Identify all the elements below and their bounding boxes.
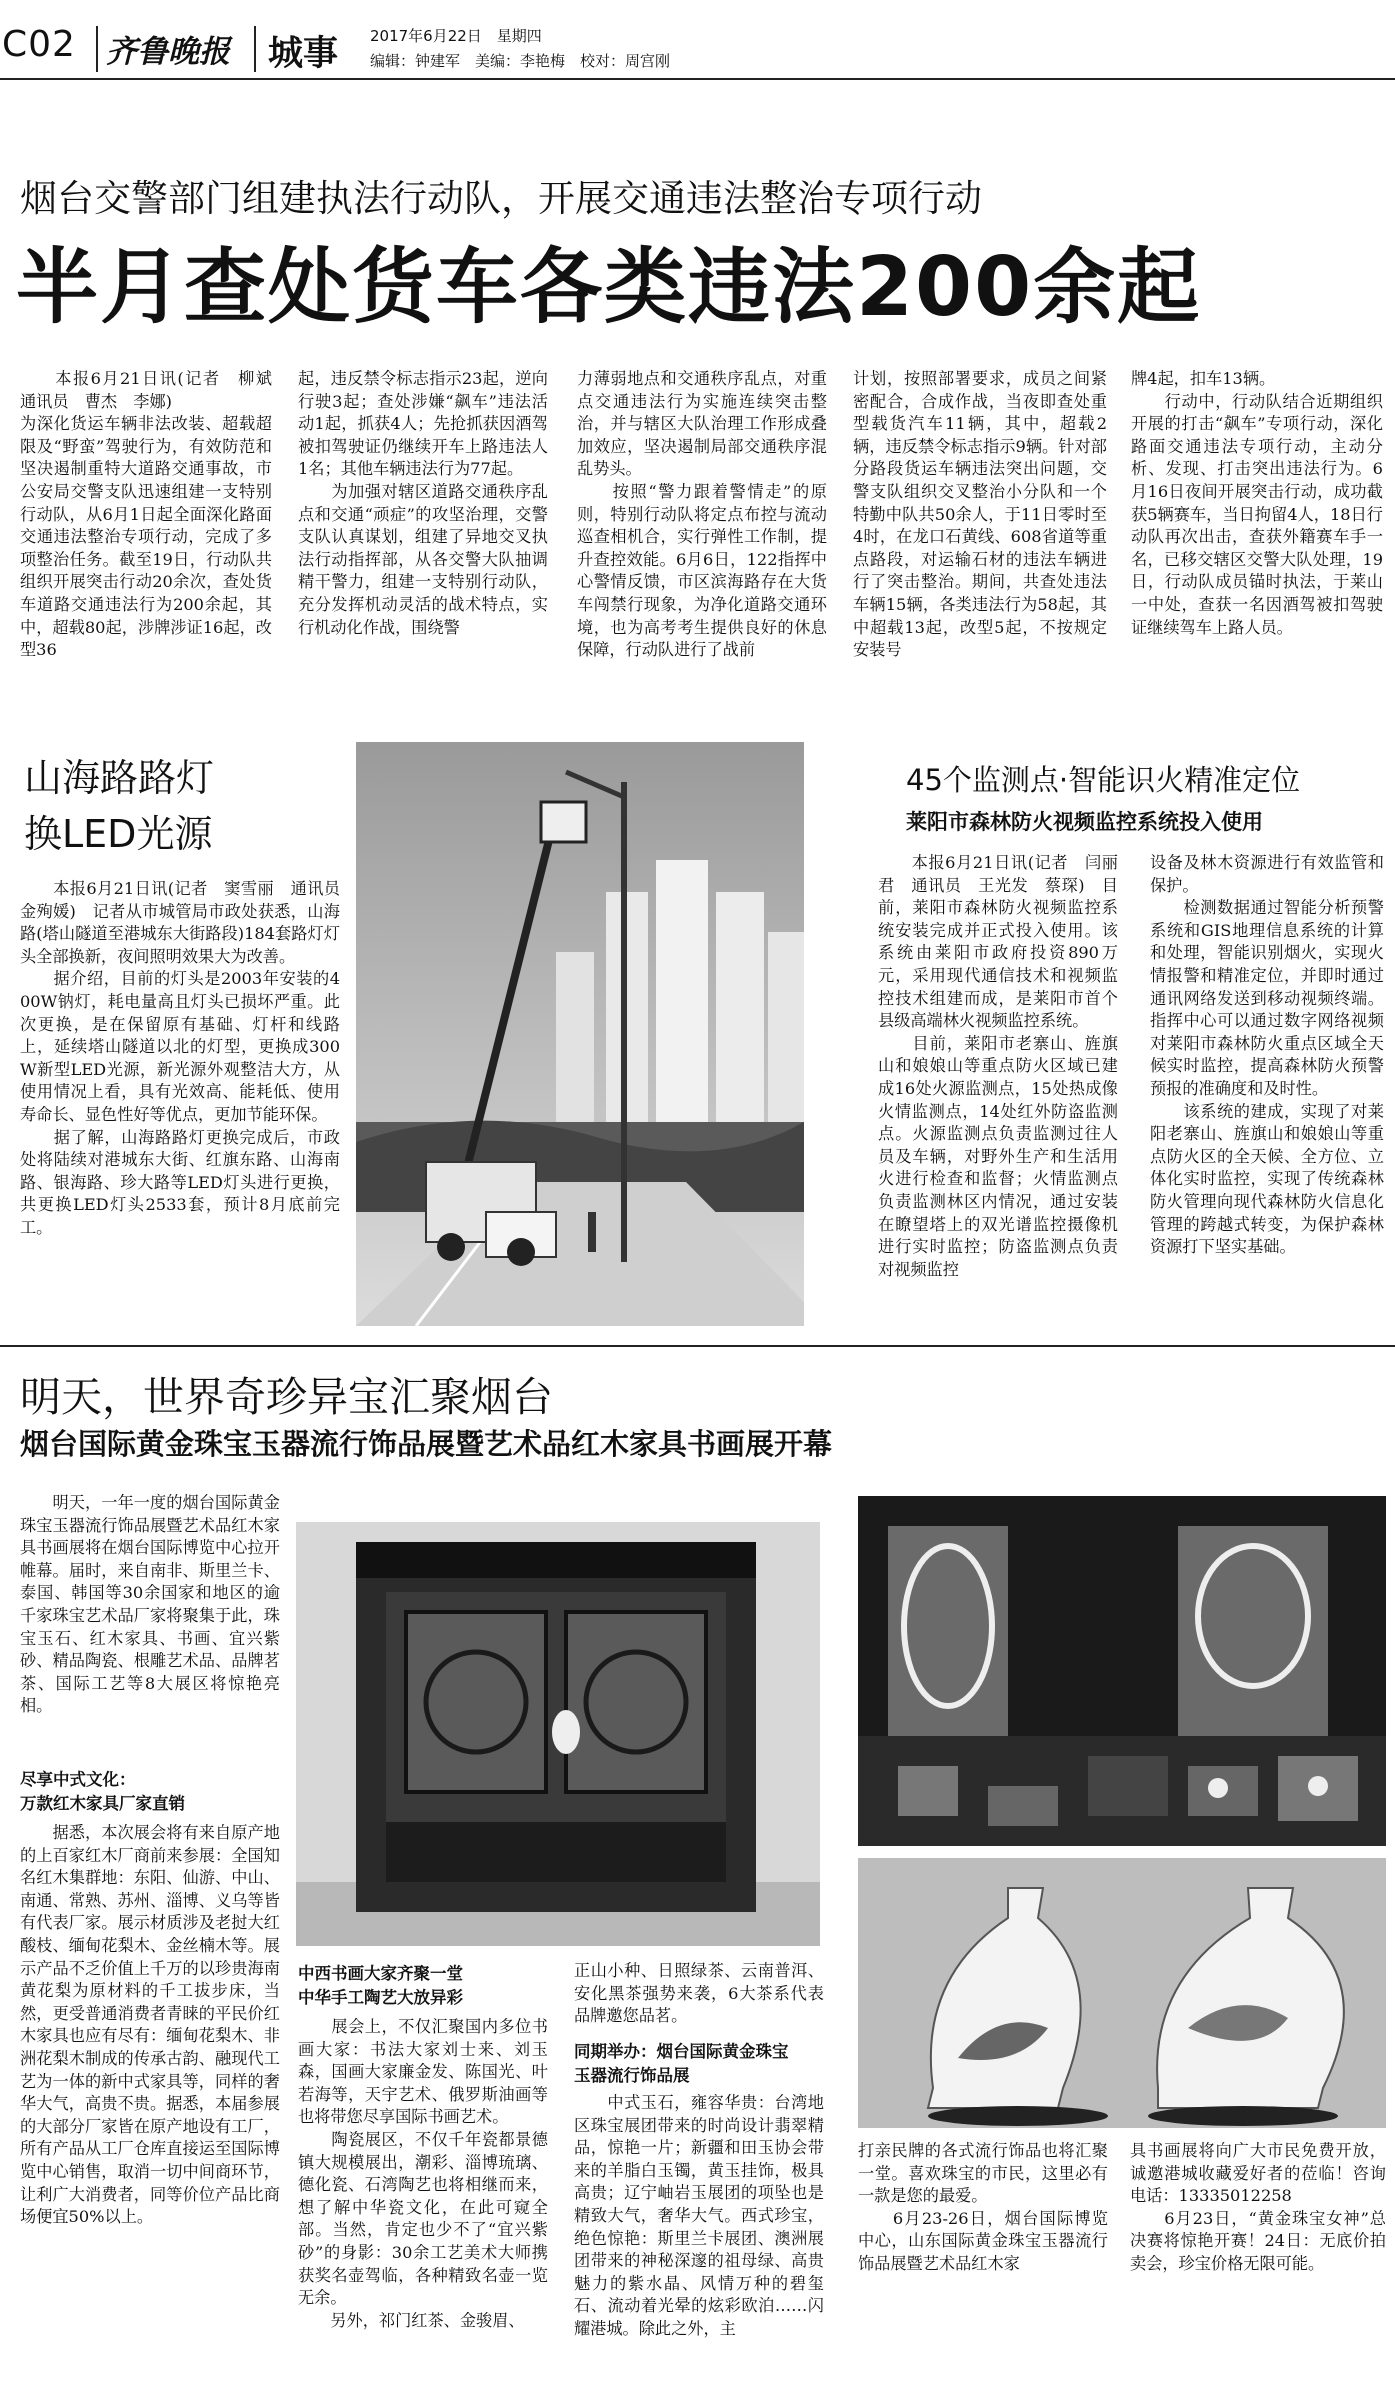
header-divider: [254, 26, 256, 72]
article4-title: 明天，世界奇珍异宝汇聚烟台: [20, 1373, 553, 1421]
mahogany-bed-photo: [296, 1522, 820, 1946]
article1-column: 本报6月21日讯(记者 柳斌 通讯员 曹杰 李娜) 为深化货运车辆非法改装、超载超限及“野蛮”驾驶行为，有效防范和坚决遏制重特大道路交通事故，市公安局交警支队迅速组建一支特别行动队，从6月1日起全面深化路面交通违法整治专项行动，完成了多项整治任务。截至19日，行动队共组织开展突击行动20余次，查处货车道路交通违法行为200余起，其中，超载80起，涉牌涉证16起，改型36: [20, 369, 272, 660]
article2-body: 本报6月21日讯(记者 窦雪丽 通讯员 金殉媛) 记者从市城管局市政处获悉，山海路(塔山隧道至港城东大街路段)184套路灯灯头全部换新，夜间照明效果大为改善。 据介绍，目前的灯头是2003年安装的400W钠灯，耗电量高且灯头已损坏严重。此次更换，是在保留原有基础、灯杆和线路上，延续塔山隧道以北的灯型，更换成300W新型LED光源，新光源外观整洁大方，从使用情况上看，具有光效高、能耗低、使用寿命长、显色性好等优点，更加节能环保。 据了解，山海路路灯更换完成后，市政处将陆续对港城东大街、红旗东路、山海南路、银海路、珍大路等LED灯头进行更换，共更换LED灯头2533套，预计8月底前完工。: [20, 879, 340, 1237]
article4-subhead: 玉器流行饰品展: [574, 2066, 690, 2085]
article4-subhead: 中华手工陶艺大放异彩: [298, 1988, 463, 2007]
article4-column: 展会上，不仅汇聚国内多位书画大家：书法大家刘士来、刘玉森，国画大家廉金发、陈国光、叶若海等，天宇艺术、俄罗斯油画等也将带您尽享国际书画艺术。 陶瓷展区，不仅千年瓷都景德镇大规模展出，潮彩、淄博琉璃、德化瓷、石湾陶艺也将相继而来，想了解中华瓷文化，在此可窥全部。当然，肯定也少不了“宜兴紫砂”的身影：30余工艺美术大师携获奖名壶驾临，各种精致名壶一览无余。 另外，祁门红茶、金骏眉、: [298, 2017, 548, 2330]
article3-column: 本报6月21日讯(记者 闫丽君 通讯员 王光发 蔡琛) 目前，莱阳市森林防火视频监控系统安装完成并正式投入使用。该系统由莱阳市政府投资890万元，采用现代通信技术和视频监控技术组建而成，是莱阳市首个县级高端林火视频监控系统。 目前，莱阳市老寨山、旌旗山和娘娘山等重点防火区域已建成16处火源监测点，15处热成像火情监测点，14处红外防盗监测点。火源监测点负责监测过往人员及车辆，对野外生产和生活用火进行检查和监督；火情监测点负责监测林区内情况，通过安装在瞭望塔上的双光谱监控摄像机进行实时监控；防盗监测点负责对视频监控: [878, 853, 1118, 1279]
porcelain-vase-photo: [858, 1858, 1386, 2128]
article3-title: 45个监测点·智能识火精准定位: [906, 763, 1301, 797]
article4-column: 据悉，本次展会将有来自原产地的上百家红木厂商前来参展：全国知名红木集群地：东阳、仙游、中山、南通、常熟、苏州、淄博、义乌等皆有代表厂家。展示材质涉及老挝大红酸枝、缅甸花梨木、金丝楠木等。展示产品不乏价值上千万的以珍贵海南黄花梨为原材料的千工拔步床，当然，更受普通消费者青睐的平民价红木家具也应有尽有：缅甸花梨木、非洲花梨木制成的传承古韵、融现代工艺为一体的新中式家具等，同样的奢华大气，高贵不贵。据悉，本届参展的大部分厂家皆在原产地设有工厂，所有产品从工厂仓库直接运至国际博览中心销售，取消一切中间商环节，让利广大消费者，同等价位产品比商场便宜50%以上。: [20, 1823, 280, 2227]
article3-column: 设备及林木资源进行有效监管和保护。 检测数据通过智能分析预警系统和GIS地理信息系统的计算和处理，智能识别烟火，实现火情报警和精准定位，并即时通过通讯网络发送到移动视频终端。指挥中心可以通过数字网络视频对莱阳市森林防火重点区域全天候实时监控，提高森林防火预警预报的准确度和及时性。 该系统的建成，实现了对莱阳老寨山、旌旗山和娘娘山等重点防火区的全天候、全方位、立体化实时监控，实现了传统森林防火管理向现代森林防火信息化管理的跨越式转变，为保护森林资源打下坚实基础。: [1150, 853, 1384, 1257]
issue-date: 2017年6月22日 星期四: [370, 27, 542, 45]
article1-subtitle: 烟台交警部门组建执法行动队，开展交通违法整治专项行动: [20, 177, 982, 220]
article4-column: 具书画展将向广大市民免费开放，诚邀港城收藏爱好者的莅临！咨询电话：13335012258 6月23日，“黄金珠宝女神”总决赛将惊艳开赛！24日：无底价拍卖会，珍宝价格无限可能。: [1130, 2141, 1386, 2273]
article4-column: 打亲民牌的各式流行饰品也将汇聚一堂。喜欢珠宝的市民，这里必有一款是您的最爱。 6月23-26日，烟台国际博览中心，山东国际黄金珠宝玉器流行饰品展暨艺术品红木家: [858, 2141, 1108, 2273]
newspaper-logo: 齐鲁晚报: [106, 34, 230, 70]
header-rule: [0, 78, 1395, 80]
page-code: C02: [2, 24, 76, 65]
article4-subhead: 万款红木家具厂家直销: [20, 1794, 185, 1813]
street-light-photo: [356, 742, 804, 1326]
article4-subhead: 中西书画大家齐聚一堂: [298, 1964, 463, 1983]
article1-column: 起，违反禁令标志指示23起，逆向行驶3起；查处涉嫌“飙车”违法活动1起，抓获4人；先抢抓获因酒驾被扣驾驶证仍继续开车上路违法人1名；其他车辆违法行为77起。 为加强对辖区道路交通秩序乱点和交通“顽症”的攻坚治理，交警支队认真谋划，组建了异地交叉执法行动指挥部，从各交警大队抽调精干警力，组建一支特别行动队，充分发挥机动灵活的战术特点，实行机动化作战，围绕警: [298, 369, 548, 637]
article1-column: 计划，按照部署要求，成员之间紧密配合，合成作战，当夜即查处重型载货汽车11辆，其中，超载2辆，违反禁令标志指示9辆。针对部分路段货运车辆违法突出问题，交警支队组织交叉整治小分队和一个特勤中队共50余人，于11日零时至4时，在龙口石黄线、608省道等重点路段，对运输石材的违法车辆进行了突击整治。期间，共查处违法车辆15辆，各类违法行为58起，其中超载13起，改型5起，不按规定安装号: [853, 369, 1107, 660]
article1-column: 力薄弱地点和交通秩序乱点，对重点交通违法行为实施连续突击整治，并与辖区大队治理工作形成叠加效应，坚决遏制局部交通秩序混乱势头。 按照“警力跟着警情走”的原则，特别行动队将定点布控与流动巡查相机合，实行弹性工作制，提升查控效能。6月6日，122指挥中心警情反馈，市区滨海路存在大货车闯禁行现象，为净化道路交通环境，也为高考考生提供良好的休息保障，行动队进行了战前: [577, 369, 827, 660]
section-title: 城事: [268, 34, 339, 74]
article4-subhead: 同期举办：烟台国际黄金珠宝: [574, 2042, 789, 2061]
section-divider: [0, 1345, 1395, 1347]
article1-title: 半月查处货车各类违法200余起: [16, 240, 1202, 335]
article4-intro: 明天，一年一度的烟台国际黄金珠宝玉器流行饰品展暨艺术品红木家具书画展将在烟台国际博览中心拉开帷幕。届时，来自南非、斯里兰卡、泰国、韩国等30余国家和地区的逾千家珠宝艺术品厂家将聚集于此，珠宝玉石、红木家具、书画、宜兴紫砂、精品陶瓷、根雕艺术品、品牌茗茶、国际工艺等8大展区将惊艳亮相。: [20, 1493, 280, 1716]
jewelry-display-photo: [858, 1496, 1386, 1846]
header-divider: [96, 26, 98, 72]
article2-title-line1: 山海路路灯: [24, 756, 215, 800]
article4-column: 中式玉石，雍容华贵：台湾地区珠宝展团带来的时尚设计翡翠精品，惊艳一片；新疆和田玉协会带来的羊脂白玉镯，黄玉挂饰，极具高贵；辽宁岫岩玉展团的项坠也是精致大气，奢华大气。西式珍宝，绝色惊艳：斯里兰卡展团、澳洲展团带来的神秘深邃的祖母绿、高贵魅力的紫水晶、风情万种的碧玺石、流动着光晕的炫彩欧泊……闪耀港城。除此之外，主: [574, 2093, 824, 2338]
article1-column: 牌4起，扣车13辆。 行动中，行动队结合近期组织开展的打击“飙车”专项行动，深化路面交通违法专项行动，主动分析、发现、打击突出违法行为。6月16日夜间开展突击行动，成功截获5辆赛车，当日拘留4人，18日行动队再次出击，查获外籍赛车手一名，已移交辖区交警大队处理，19日，行动队成员锚时执法，于莱山一中处，查获一名因酒驾被扣驾驶证继续驾车上路人员。: [1131, 369, 1383, 637]
staff-credits: 编辑：钟建军 美编：李艳梅 校对：周宫刚: [370, 52, 671, 70]
article2-title-line2: 换LED光源: [24, 812, 213, 856]
article4-subtitle: 烟台国际黄金珠宝玉器流行饰品展暨艺术品红木家具书画展开幕: [20, 1427, 833, 1461]
article4-subhead: 尽享中式文化：: [20, 1770, 136, 1789]
article4-column: 正山小种、日照绿茶、云南普洱、安化黑茶强势来袭，6大茶系代表品牌邀您品茗。: [574, 1961, 824, 2026]
article3-subtitle: 莱阳市森林防火视频监控系统投入使用: [906, 810, 1263, 834]
